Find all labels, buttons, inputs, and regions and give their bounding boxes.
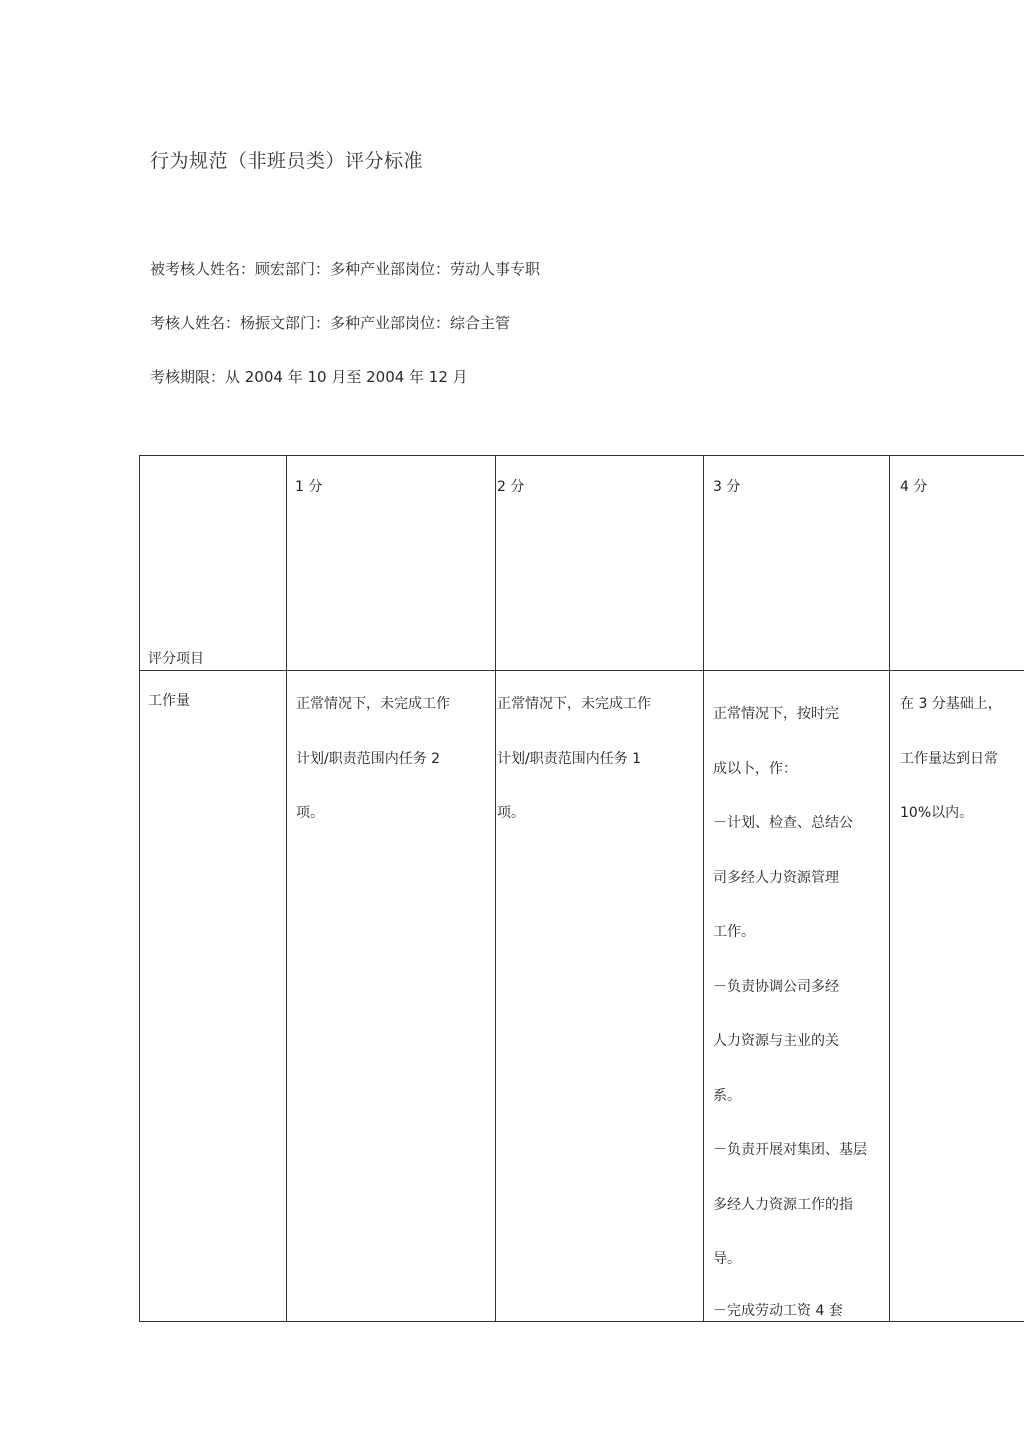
cell-line: －负责开展对集团、基层: [713, 1142, 867, 1158]
page-title: 行为规范（非班员类）评分标准: [150, 150, 424, 172]
cell-line: 成以卜，作：: [713, 760, 797, 777]
cell-line: －负责协调公司多经: [713, 978, 839, 995]
cell-line: 项。: [296, 805, 324, 821]
cell-line: 正常情况下，未完成工作: [497, 696, 651, 712]
cell-line: 计划/职责范围内任务 1: [497, 750, 642, 767]
header-score-3: 3 分: [704, 456, 890, 671]
period-info: 考核期限：从 2004 年 10 月至 2004 年 12 月: [150, 368, 468, 386]
scoring-table: [139, 455, 1024, 1322]
cell-line: －完成劳动工资 4 套: [713, 1302, 843, 1319]
cell-line: 多经人力资源工作的指: [713, 1196, 853, 1213]
header-score-2: 2 分: [496, 456, 704, 671]
header-item-label: 评分项目: [148, 651, 204, 667]
header-item-cell: [140, 456, 287, 671]
cell-line: 系。: [713, 1087, 741, 1104]
cell-line: 计划/职责范围内任务 2: [296, 750, 441, 767]
cell-line: 项。: [497, 805, 525, 821]
score-1-cell: [287, 671, 496, 1322]
cell-line: 在 3 分基础上，: [900, 696, 1002, 712]
header-row: [140, 456, 1024, 671]
score-2-cell: [496, 671, 704, 1322]
cell-line: 工作量达到日常: [900, 750, 998, 767]
cell-line: 司多经人力资源管理: [713, 869, 839, 886]
header-score-4: 4 分: [890, 456, 1024, 671]
cell-line: 导。: [713, 1251, 741, 1267]
score-3-cell: [704, 671, 890, 1322]
score-4-cell: [890, 671, 1024, 1322]
examinee-info: 被考核人姓名：顾宏部门：多种产业部岗位：劳动人事专职: [150, 260, 541, 278]
cell-line: 工作。: [713, 924, 755, 940]
table-row: [140, 671, 1024, 1322]
cell-line: 正常情况下，按时完: [713, 706, 839, 722]
cell-line: 正常情况下，未完成工作: [296, 696, 450, 712]
row-label: 工作量: [148, 693, 190, 709]
cell-line: －计划、检查、总结公: [713, 815, 853, 831]
examiner-info: 考核人姓名：杨振文部门：多种产业部岗位：综合主管: [150, 314, 511, 332]
header-score-1: 1 分: [287, 456, 496, 671]
cell-line: 10%以内。: [900, 805, 974, 821]
cell-line: 人力资源与主业的关: [713, 1033, 839, 1049]
row-label-cell: [140, 671, 287, 1322]
